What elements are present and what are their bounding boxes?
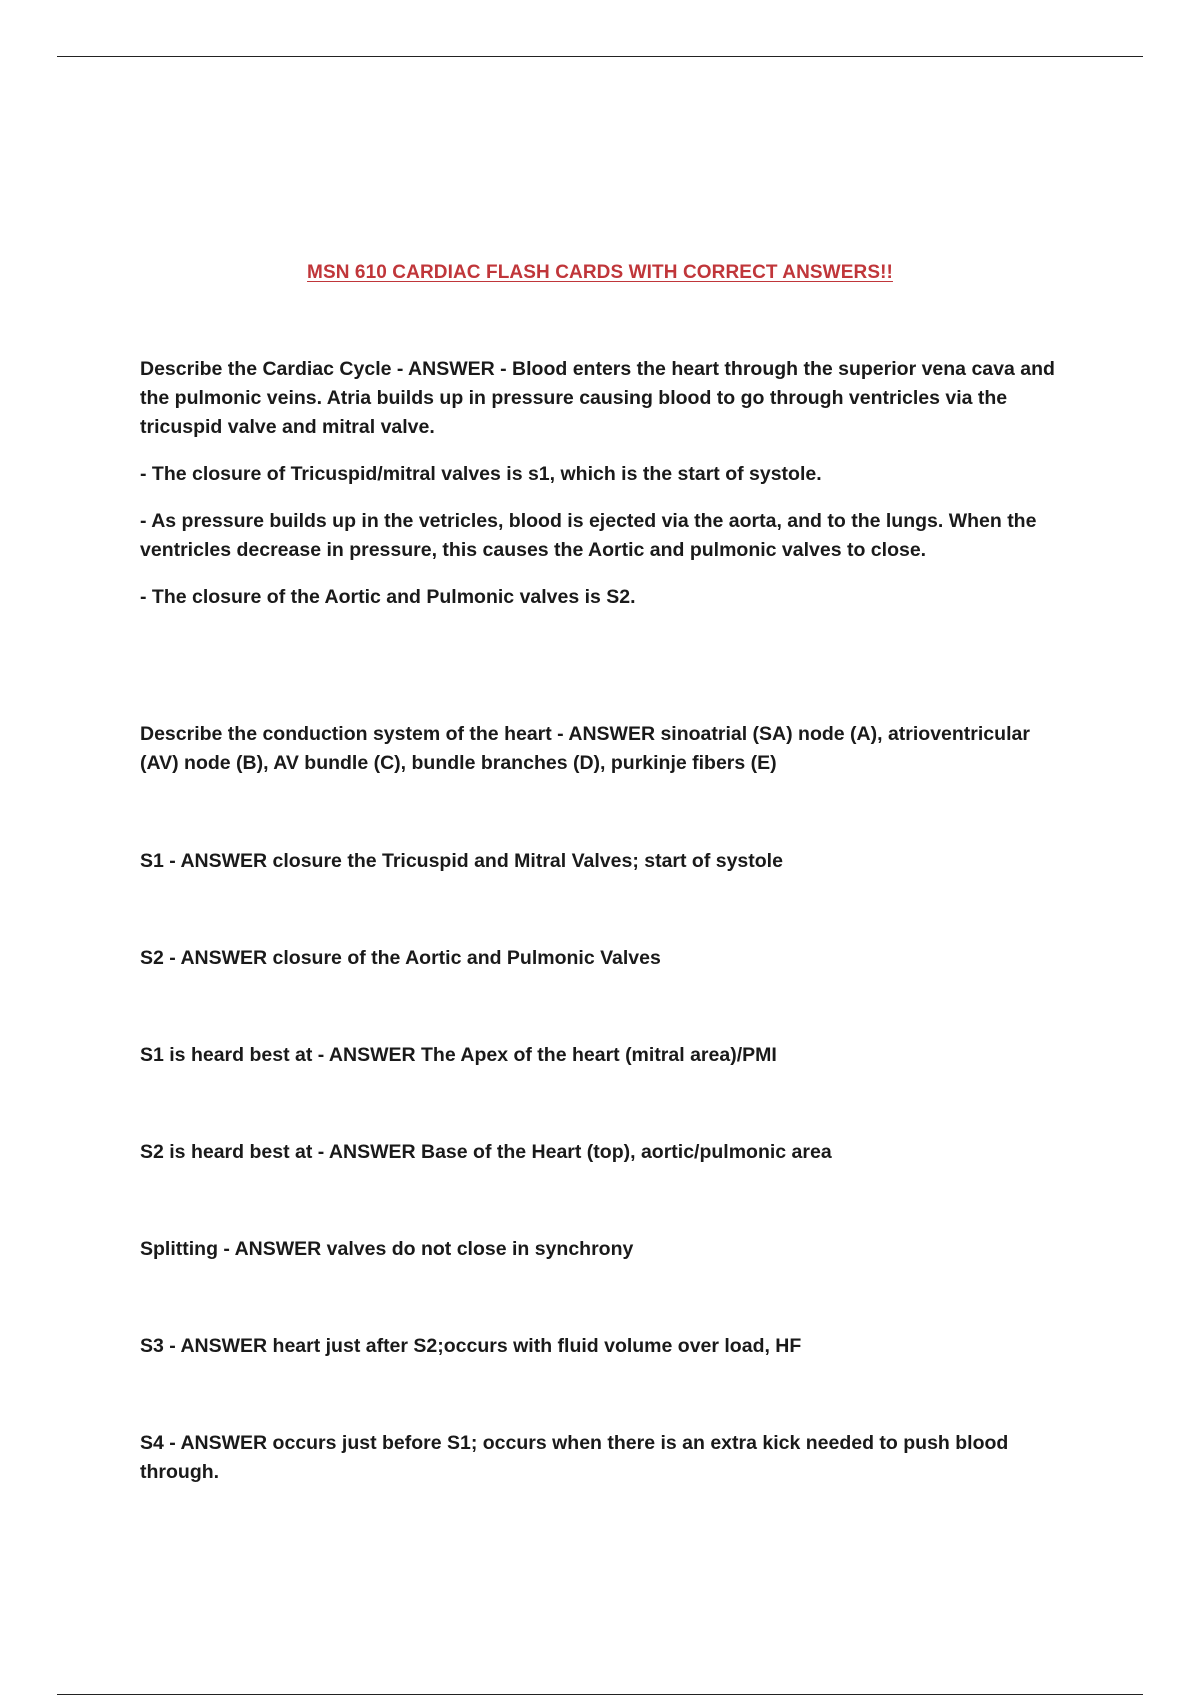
card-s2: S2 - ANSWER closure of the Aortic and Pulmonic Valves [140, 947, 661, 969]
page-title: MSN 610 CARDIAC FLASH CARDS WITH CORRECT ANSWERS!! [307, 262, 893, 283]
page-bottom-rule [57, 1694, 1143, 1695]
card-conduction-system: Describe the conduction system of the heart - ANSWER sinoatrial (SA) node (A), atrioventricular (AV) node (B), AV bundle (C), bundle branches (D), purkinje fibers (E) [140, 723, 1030, 774]
card-cardiac-cycle-question: Describe the Cardiac Cycle - ANSWER - Blood enters the heart through the superior vena cava and the pulmonic veins. Atria builds up in pressure causing blood to go through ventricles via the tricuspid valve and mitral valve. [140, 358, 1055, 438]
card-s1-heard-best: S1 is heard best at - ANSWER The Apex of the heart (mitral area)/PMI [140, 1044, 777, 1066]
card-s4: S4 - ANSWER occurs just before S1; occurs when there is an extra kick needed to push blood through. [140, 1432, 1009, 1483]
card-cardiac-cycle-point-s1: - The closure of Tricuspid/mitral valves is s1, which is the start of systole. [140, 463, 822, 485]
card-s3: S3 - ANSWER heart just after S2;occurs with fluid volume over load, HF [140, 1335, 802, 1357]
page-top-rule [57, 56, 1143, 57]
card-cardiac-cycle-point-ejection: - As pressure builds up in the vetricles, blood is ejected via the aorta, and to the lungs. When the ventricles decrease in pressure, this causes the Aortic and pulmonic valves to close. [140, 510, 1037, 561]
card-s2-heard-best: S2 is heard best at - ANSWER Base of the Heart (top), aortic/pulmonic area [140, 1141, 832, 1163]
card-cardiac-cycle [140, 355, 1070, 612]
card-cardiac-cycle-point-s2: - The closure of the Aortic and Pulmonic valves is S2. [140, 586, 636, 608]
card-s1: S1 - ANSWER closure the Tricuspid and Mitral Valves; start of systole [140, 850, 783, 872]
card-splitting: Splitting - ANSWER valves do not close in synchrony [140, 1238, 634, 1260]
